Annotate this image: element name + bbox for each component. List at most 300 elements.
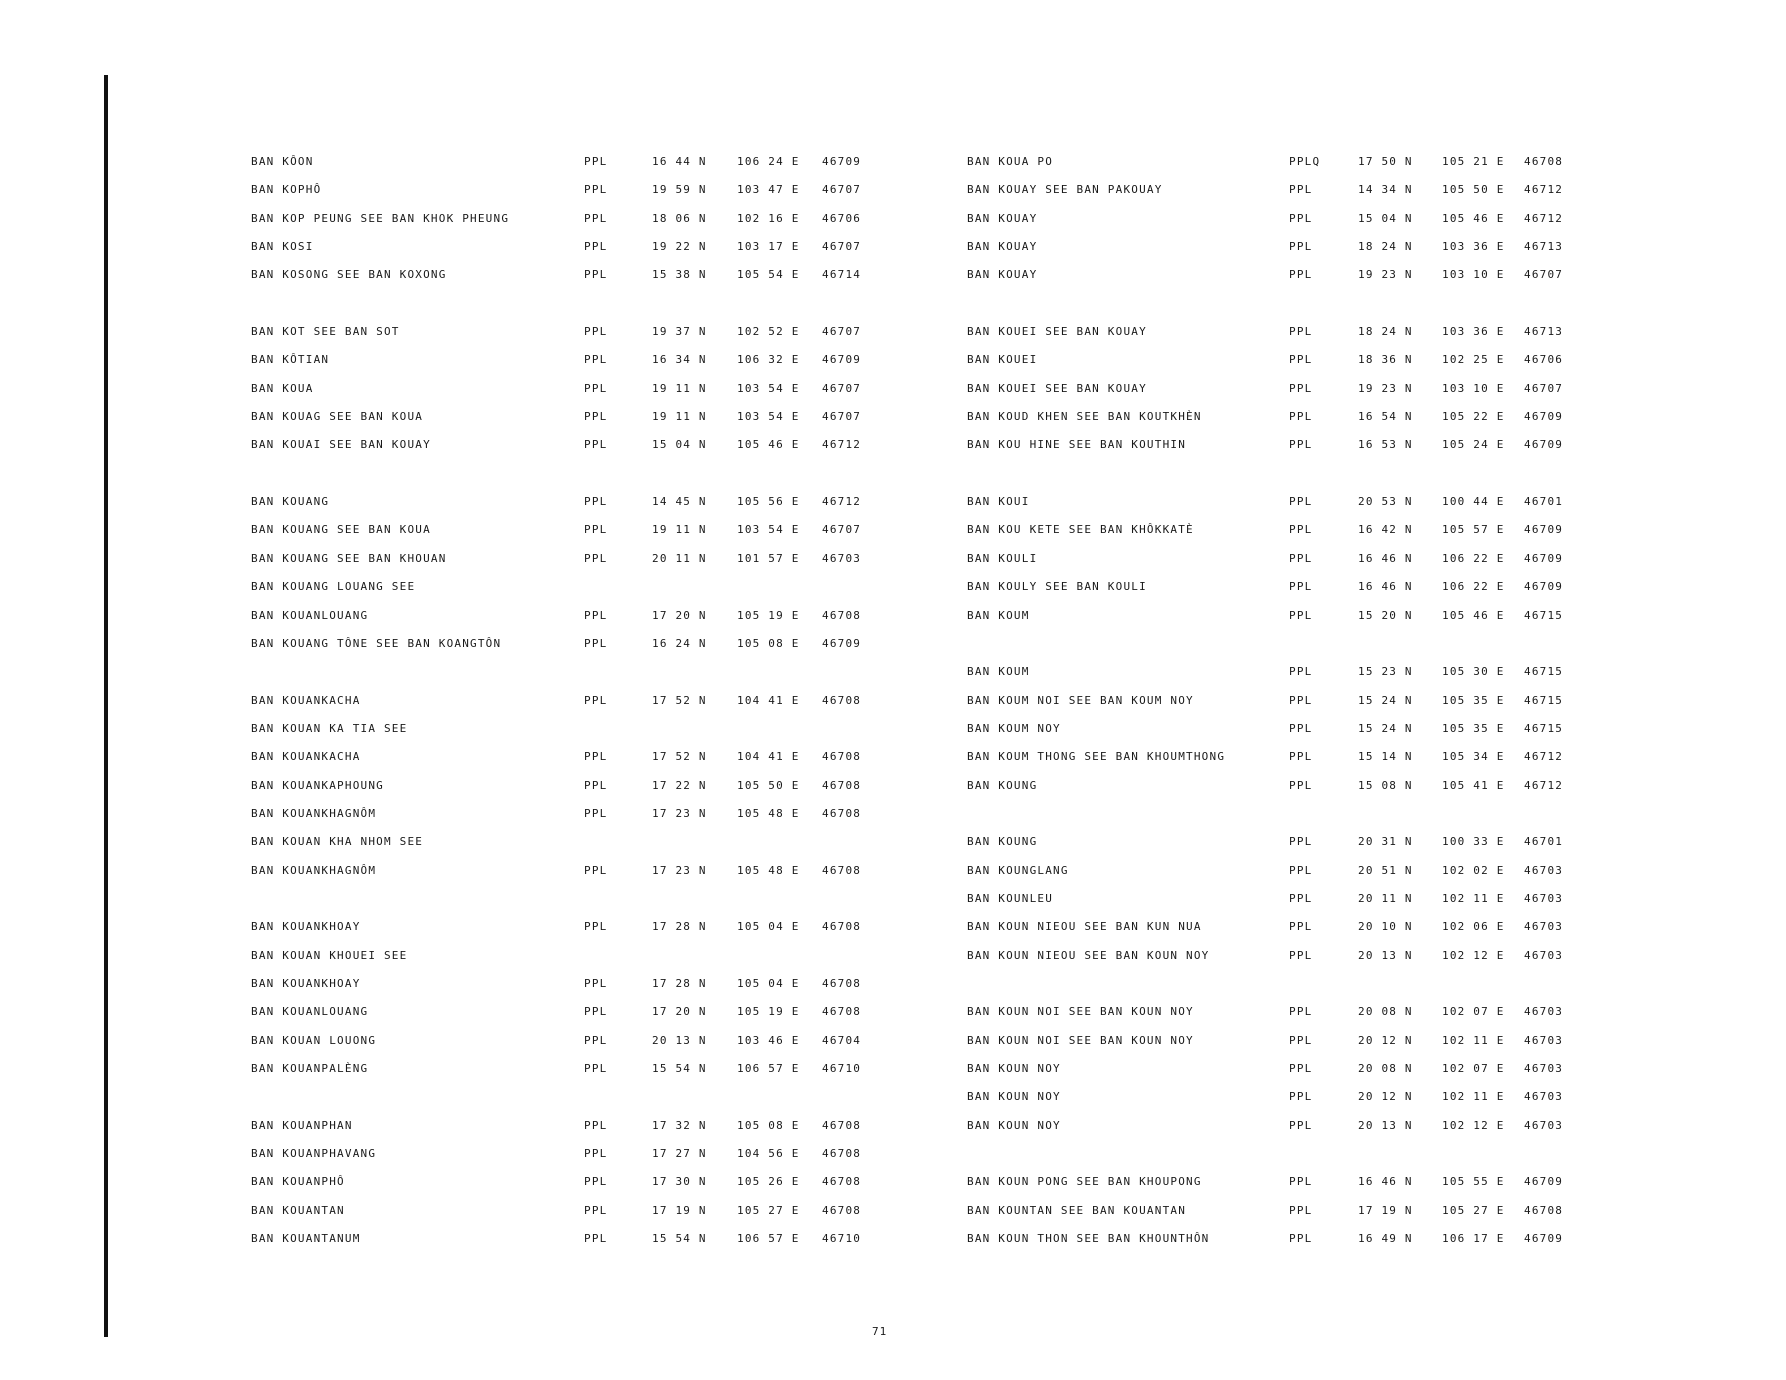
entry-longitude: 102 02 E — [1442, 863, 1505, 877]
entry-latitude: 15 04 N — [652, 438, 707, 452]
entry-name: BAN KOUAY — [967, 268, 1038, 282]
entry-type: PPL — [1289, 1090, 1313, 1104]
entry-sheet: 46701 — [1524, 495, 1564, 509]
entry-type: PPL — [1289, 721, 1313, 735]
entry-longitude: 105 19 E — [737, 1005, 800, 1019]
entry-longitude: 102 07 E — [1442, 1005, 1505, 1019]
entry-name: BAN KOUANLOUANG — [251, 608, 369, 622]
entry-longitude: 105 34 E — [1442, 750, 1505, 764]
entry-name: BAN KOUANKACHA — [251, 693, 361, 707]
entry-latitude: 18 36 N — [1358, 353, 1413, 367]
entry-name: BAN KÔTIAN — [251, 353, 330, 367]
entry-latitude: 15 54 N — [652, 1232, 707, 1246]
entry-name: BAN KOUANLOUANG — [251, 1005, 369, 1019]
entry-latitude: 20 31 N — [1358, 835, 1413, 849]
entry-type: PPL — [1289, 438, 1313, 452]
entry-latitude: 20 11 N — [652, 551, 707, 565]
entry-sheet: 46708 — [1524, 1203, 1564, 1217]
entry-sheet: 46703 — [1524, 1062, 1564, 1075]
entry-type: PPL — [584, 806, 608, 820]
entry-type: PPL — [584, 1147, 608, 1161]
entry-name: BAN KOUANG — [251, 495, 330, 509]
entry-type: PPL — [1289, 183, 1313, 197]
entry-latitude: 17 32 N — [652, 1118, 707, 1132]
entry-sheet: 46708 — [822, 750, 862, 764]
entry-type: PPL — [1289, 1033, 1313, 1047]
entry-longitude: 103 47 E — [737, 183, 800, 197]
entry-sheet: 46707 — [1524, 268, 1564, 282]
entry-latitude: 16 46 N — [1358, 1175, 1413, 1189]
entry-longitude: 102 52 E — [737, 325, 800, 339]
entry-type: PPL — [1289, 693, 1313, 707]
entry-longitude: 105 56 E — [737, 495, 800, 509]
entry-name: BAN KOUANG SEE BAN KHOUAN — [251, 551, 447, 565]
entry-name: BAN KOUN PONG SEE BAN KHOUPONG — [967, 1175, 1202, 1189]
entry-sheet: 46709 — [1524, 551, 1564, 565]
entry-latitude: 20 13 N — [652, 1033, 707, 1047]
entry-longitude: 105 50 E — [737, 778, 800, 792]
entry-type: PPL — [584, 976, 608, 990]
entry-latitude: 15 08 N — [1358, 778, 1413, 792]
entry-latitude: 20 12 N — [1358, 1090, 1413, 1104]
entry-name: BAN KOUAN KHOUEI SEE — [251, 948, 408, 962]
entry-type: PPL — [584, 410, 608, 424]
entry-name: BAN KOUAY SEE BAN PAKOUAY — [967, 183, 1163, 197]
entry-name: BAN KOUN NOI SEE BAN KOUN NOY — [967, 1033, 1194, 1047]
entry-name: BAN KOUM NOI SEE BAN KOUM NOY — [967, 693, 1194, 707]
entry-sheet: 46708 — [822, 806, 862, 820]
entry-type: PPL — [584, 495, 608, 509]
entry-sheet: 46709 — [1524, 1175, 1564, 1189]
entry-type: PPL — [584, 1175, 608, 1189]
entry-sheet: 46708 — [822, 1118, 862, 1132]
entry-type: PPL — [1289, 551, 1313, 565]
entry-name: BAN KOUNG — [967, 778, 1038, 792]
entry-type: PPL — [1289, 353, 1313, 367]
entry-sheet: 46709 — [1524, 523, 1564, 537]
entry-type: PPL — [584, 1232, 608, 1246]
entry-name: BAN KOUA — [251, 381, 314, 395]
entry-sheet: 46703 — [1524, 891, 1564, 905]
entry-longitude: 102 25 E — [1442, 353, 1505, 367]
entry-sheet: 46708 — [822, 608, 862, 622]
page-number: 71 — [872, 1325, 888, 1338]
entry-longitude: 101 57 E — [737, 551, 800, 565]
entry-sheet: 46709 — [1524, 438, 1564, 452]
entry-latitude: 17 20 N — [652, 1005, 707, 1019]
entry-name: BAN KOT SEE BAN SOT — [251, 325, 400, 339]
entry-type: PPL — [584, 750, 608, 764]
entry-type: PPL — [584, 523, 608, 537]
entry-type: PPL — [1289, 1232, 1313, 1246]
entry-name: BAN KOUANG TÔNE SEE BAN KOANGTÔN — [251, 636, 502, 650]
entry-sheet: 46707 — [822, 325, 862, 339]
entry-name: BAN KOUNG — [967, 835, 1038, 849]
entry-latitude: 20 08 N — [1358, 1005, 1413, 1019]
entry-longitude: 103 46 E — [737, 1033, 800, 1047]
entry-name: BAN KOUANG LOUANG SEE — [251, 580, 416, 594]
entry-type: PPL — [584, 693, 608, 707]
entry-type: PPL — [1289, 608, 1313, 622]
entry-type: PPLQ — [1289, 155, 1321, 168]
entry-sheet: 46709 — [822, 353, 862, 367]
entry-longitude: 105 57 E — [1442, 523, 1505, 537]
entry-name: BAN KOUAN KHA NHOM SEE — [251, 835, 424, 849]
entry-type: PPL — [1289, 580, 1313, 594]
entry-longitude: 105 21 E — [1442, 155, 1505, 168]
entry-longitude: 102 16 E — [737, 211, 800, 225]
entry-name: BAN KOUN NOY — [967, 1062, 1061, 1075]
entry-name: BAN KOUNLEU — [967, 891, 1054, 905]
entry-longitude: 106 32 E — [737, 353, 800, 367]
entry-type: PPL — [584, 1005, 608, 1019]
entry-type: PPL — [584, 1033, 608, 1047]
entry-longitude: 106 57 E — [737, 1232, 800, 1246]
entry-type: PPL — [1289, 750, 1313, 764]
entry-name: BAN KOUM — [967, 608, 1030, 622]
entry-sheet: 46714 — [822, 268, 862, 282]
entry-name: BAN KOUN NOY — [967, 1090, 1061, 1104]
entry-longitude: 106 22 E — [1442, 580, 1505, 594]
entry-longitude: 105 41 E — [1442, 778, 1505, 792]
entry-longitude: 105 50 E — [1442, 183, 1505, 197]
entry-name: BAN KOUN NIEOU SEE BAN KOUN NOY — [967, 948, 1210, 962]
entry-sheet: 46713 — [1524, 325, 1564, 339]
entry-latitude: 14 34 N — [1358, 183, 1413, 197]
entry-latitude: 16 49 N — [1358, 1232, 1413, 1246]
entry-latitude: 19 37 N — [652, 325, 707, 339]
entry-sheet: 46707 — [822, 523, 862, 537]
entry-latitude: 17 19 N — [1358, 1203, 1413, 1217]
entry-sheet: 46704 — [822, 1033, 862, 1047]
entry-type: PPL — [584, 1203, 608, 1217]
entry-latitude: 15 38 N — [652, 268, 707, 282]
entry-sheet: 46712 — [1524, 750, 1564, 764]
entry-sheet: 46712 — [1524, 211, 1564, 225]
entry-latitude: 18 06 N — [652, 211, 707, 225]
entry-latitude: 15 04 N — [1358, 211, 1413, 225]
entry-sheet: 46707 — [822, 240, 862, 254]
entry-name: BAN KOUANKHAGNÔM — [251, 806, 377, 820]
entry-longitude: 100 33 E — [1442, 835, 1505, 849]
entry-type: PPL — [584, 920, 608, 934]
entry-latitude: 16 34 N — [652, 353, 707, 367]
entry-type: PPL — [1289, 268, 1313, 282]
entry-sheet: 46709 — [822, 636, 862, 650]
entry-name: BAN KOUANPALÈNG — [251, 1062, 369, 1075]
entry-longitude: 105 35 E — [1442, 721, 1505, 735]
entry-longitude: 105 08 E — [737, 636, 800, 650]
entry-longitude: 105 35 E — [1442, 693, 1505, 707]
entry-type: PPL — [1289, 1175, 1313, 1189]
entry-name: BAN KOUAY — [967, 211, 1038, 225]
entry-type: PPL — [1289, 835, 1313, 849]
entry-name: BAN KOUAI SEE BAN KOUAY — [251, 438, 431, 452]
entry-latitude: 16 24 N — [652, 636, 707, 650]
entry-sheet: 46703 — [822, 551, 862, 565]
entry-name: BAN KOPHÔ — [251, 183, 322, 197]
entry-name: BAN KOUD KHEN SEE BAN KOUTKHÈN — [967, 410, 1202, 424]
entry-longitude: 106 22 E — [1442, 551, 1505, 565]
entry-longitude: 103 10 E — [1442, 381, 1505, 395]
entry-longitude: 105 26 E — [737, 1175, 800, 1189]
entry-name: BAN KOU HINE SEE BAN KOUTHIN — [967, 438, 1187, 452]
entry-type: PPL — [584, 381, 608, 395]
entry-type: PPL — [1289, 778, 1313, 792]
entry-latitude: 20 11 N — [1358, 891, 1413, 905]
entry-type: PPL — [1289, 523, 1313, 537]
entry-sheet: 46708 — [822, 1005, 862, 1019]
entry-sheet: 46708 — [822, 1175, 862, 1189]
entry-latitude: 15 23 N — [1358, 665, 1413, 679]
entry-latitude: 15 24 N — [1358, 693, 1413, 707]
entry-name: BAN KOUI — [967, 495, 1030, 509]
entry-latitude: 16 46 N — [1358, 551, 1413, 565]
entry-sheet: 46707 — [822, 410, 862, 424]
entry-name: BAN KOULY SEE BAN KOULI — [967, 580, 1147, 594]
entry-type: PPL — [584, 863, 608, 877]
entry-name: BAN KOUA PO — [967, 155, 1054, 168]
entry-type: PPL — [584, 636, 608, 650]
entry-name: BAN KOUANTAN — [251, 1203, 345, 1217]
entry-name: BAN KOUN NOI SEE BAN KOUN NOY — [967, 1005, 1194, 1019]
binding-edge-line — [104, 75, 108, 1337]
entry-sheet: 46707 — [822, 381, 862, 395]
entry-sheet: 46712 — [822, 438, 862, 452]
entry-type: PPL — [584, 183, 608, 197]
entry-sheet: 46706 — [1524, 353, 1564, 367]
entry-longitude: 105 19 E — [737, 608, 800, 622]
entry-longitude: 103 54 E — [737, 523, 800, 537]
entry-longitude: 105 04 E — [737, 976, 800, 990]
entry-sheet: 46703 — [1524, 1033, 1564, 1047]
entry-longitude: 103 36 E — [1442, 240, 1505, 254]
entry-longitude: 102 11 E — [1442, 1033, 1505, 1047]
entry-sheet: 46707 — [1524, 381, 1564, 395]
entry-name: BAN KOUANPHAN — [251, 1118, 353, 1132]
entry-type: PPL — [1289, 211, 1313, 225]
entry-sheet: 46703 — [1524, 1090, 1564, 1104]
entry-longitude: 106 57 E — [737, 1062, 800, 1075]
entry-latitude: 17 30 N — [652, 1175, 707, 1189]
entry-latitude: 15 14 N — [1358, 750, 1413, 764]
entry-longitude: 105 46 E — [1442, 608, 1505, 622]
entry-name: BAN KOUEI — [967, 353, 1038, 367]
entry-latitude: 17 23 N — [652, 863, 707, 877]
entry-type: PPL — [1289, 240, 1313, 254]
entry-latitude: 17 27 N — [652, 1147, 707, 1161]
entry-name: BAN KOUANG SEE BAN KOUA — [251, 523, 431, 537]
entry-latitude: 19 11 N — [652, 523, 707, 537]
entry-latitude: 19 22 N — [652, 240, 707, 254]
entry-longitude: 103 54 E — [737, 381, 800, 395]
entry-type: PPL — [584, 325, 608, 339]
entry-latitude: 19 11 N — [652, 381, 707, 395]
entry-type: PPL — [1289, 1118, 1313, 1132]
entry-sheet: 46709 — [822, 155, 862, 168]
entry-sheet: 46708 — [822, 693, 862, 707]
entry-latitude: 16 46 N — [1358, 580, 1413, 594]
entry-latitude: 17 28 N — [652, 976, 707, 990]
entry-name: BAN KOUAN LOUONG — [251, 1033, 377, 1047]
entry-latitude: 15 24 N — [1358, 721, 1413, 735]
entry-longitude: 103 17 E — [737, 240, 800, 254]
entry-latitude: 16 53 N — [1358, 438, 1413, 452]
entry-latitude: 18 24 N — [1358, 325, 1413, 339]
entry-longitude: 103 10 E — [1442, 268, 1505, 282]
entry-latitude: 19 23 N — [1358, 381, 1413, 395]
entry-type: PPL — [584, 155, 608, 168]
entry-longitude: 105 08 E — [737, 1118, 800, 1132]
entry-latitude: 20 13 N — [1358, 1118, 1413, 1132]
entry-sheet: 46706 — [822, 211, 862, 225]
entry-sheet: 46709 — [1524, 1232, 1564, 1246]
entry-name: BAN KOUANKHOAY — [251, 976, 361, 990]
entry-latitude: 15 54 N — [652, 1062, 707, 1075]
entry-name: BAN KOUANTANUM — [251, 1232, 361, 1246]
entry-name: BAN KOSI — [251, 240, 314, 254]
entry-name: BAN KOUNTAN SEE BAN KOUANTAN — [967, 1203, 1187, 1217]
entry-latitude: 20 10 N — [1358, 920, 1413, 934]
entry-name: BAN KOUANPHÔ — [251, 1175, 345, 1189]
entry-latitude: 20 08 N — [1358, 1062, 1413, 1075]
entry-longitude: 103 36 E — [1442, 325, 1505, 339]
entry-name: BAN KOUAN KA TIA SEE — [251, 721, 408, 735]
entry-type: PPL — [1289, 891, 1313, 905]
entry-longitude: 102 11 E — [1442, 1090, 1505, 1104]
entry-sheet: 46708 — [822, 863, 862, 877]
entry-latitude: 19 11 N — [652, 410, 707, 424]
entry-sheet: 46708 — [822, 1147, 862, 1161]
entry-type: PPL — [584, 211, 608, 225]
entry-name: BAN KÔON — [251, 155, 314, 168]
entry-type: PPL — [1289, 863, 1313, 877]
entry-type: PPL — [584, 1062, 608, 1075]
entry-name: BAN KOUANKACHA — [251, 750, 361, 764]
entry-longitude: 103 54 E — [737, 410, 800, 424]
entry-longitude: 105 27 E — [737, 1203, 800, 1217]
entry-sheet: 46715 — [1524, 608, 1564, 622]
entry-name: BAN KOUN THON SEE BAN KHOUNTHÔN — [967, 1232, 1210, 1246]
entry-latitude: 19 23 N — [1358, 268, 1413, 282]
entry-name: BAN KOUM THONG SEE BAN KHOUMTHONG — [967, 750, 1226, 764]
entry-sheet: 46715 — [1524, 721, 1564, 735]
entry-longitude: 105 46 E — [1442, 211, 1505, 225]
entry-sheet: 46712 — [1524, 778, 1564, 792]
entry-latitude: 15 20 N — [1358, 608, 1413, 622]
entry-sheet: 46703 — [1524, 1118, 1564, 1132]
entry-sheet: 46713 — [1524, 240, 1564, 254]
entry-sheet: 46712 — [822, 495, 862, 509]
entry-sheet: 46703 — [1524, 920, 1564, 934]
entry-type: PPL — [1289, 665, 1313, 679]
entry-type: PPL — [584, 240, 608, 254]
entry-latitude: 19 59 N — [652, 183, 707, 197]
entry-longitude: 105 46 E — [737, 438, 800, 452]
entry-type: PPL — [1289, 1203, 1313, 1217]
entry-sheet: 46712 — [1524, 183, 1564, 197]
entry-name: BAN KOSONG SEE BAN KOXONG — [251, 268, 447, 282]
entry-sheet: 46715 — [1524, 665, 1564, 679]
entry-sheet: 46710 — [822, 1062, 862, 1075]
entry-longitude: 105 24 E — [1442, 438, 1505, 452]
entry-type: PPL — [584, 608, 608, 622]
entry-name: BAN KOUN NOY — [967, 1118, 1061, 1132]
entry-latitude: 17 52 N — [652, 693, 707, 707]
entry-name: BAN KOP PEUNG SEE BAN KHOK PHEUNG — [251, 211, 510, 225]
entry-longitude: 102 07 E — [1442, 1062, 1505, 1075]
entry-longitude: 105 48 E — [737, 863, 800, 877]
entry-latitude: 16 54 N — [1358, 410, 1413, 424]
entry-type: PPL — [584, 551, 608, 565]
entry-latitude: 18 24 N — [1358, 240, 1413, 254]
entry-sheet: 46707 — [822, 183, 862, 197]
entry-longitude: 105 04 E — [737, 920, 800, 934]
entry-latitude: 20 51 N — [1358, 863, 1413, 877]
entry-longitude: 106 17 E — [1442, 1232, 1505, 1246]
entry-sheet: 46703 — [1524, 1005, 1564, 1019]
entry-sheet: 46708 — [1524, 155, 1564, 168]
entry-latitude: 20 53 N — [1358, 495, 1413, 509]
entry-type: PPL — [584, 778, 608, 792]
entry-longitude: 102 11 E — [1442, 891, 1505, 905]
entry-sheet: 46710 — [822, 1232, 862, 1246]
entry-sheet: 46715 — [1524, 693, 1564, 707]
entry-type: PPL — [584, 353, 608, 367]
entry-latitude: 17 50 N — [1358, 155, 1413, 168]
entry-type: PPL — [584, 438, 608, 452]
entry-type: PPL — [1289, 381, 1313, 395]
entry-type: PPL — [1289, 1005, 1313, 1019]
entry-longitude: 102 06 E — [1442, 920, 1505, 934]
entry-latitude: 17 52 N — [652, 750, 707, 764]
entry-latitude: 20 13 N — [1358, 948, 1413, 962]
entry-type: PPL — [584, 268, 608, 282]
entry-sheet: 46709 — [1524, 580, 1564, 594]
entry-type: PPL — [1289, 325, 1313, 339]
entry-latitude: 17 20 N — [652, 608, 707, 622]
entry-sheet: 46708 — [822, 778, 862, 792]
entry-longitude: 105 48 E — [737, 806, 800, 820]
entry-type: PPL — [1289, 948, 1313, 962]
entry-name: BAN KOUANKAPHOUNG — [251, 778, 384, 792]
entry-latitude: 17 23 N — [652, 806, 707, 820]
entry-longitude: 102 12 E — [1442, 1118, 1505, 1132]
entry-longitude: 105 54 E — [737, 268, 800, 282]
entry-name: BAN KOUAY — [967, 240, 1038, 254]
entry-longitude: 106 24 E — [737, 155, 800, 168]
entry-name: BAN KOUAG SEE BAN KOUA — [251, 410, 424, 424]
entry-type: PPL — [584, 1118, 608, 1132]
entry-sheet: 46703 — [1524, 948, 1564, 962]
entry-name: BAN KOUNGLANG — [967, 863, 1069, 877]
entry-latitude: 17 22 N — [652, 778, 707, 792]
entry-latitude: 14 45 N — [652, 495, 707, 509]
entry-longitude: 104 41 E — [737, 750, 800, 764]
entry-sheet: 46708 — [822, 920, 862, 934]
entry-longitude: 105 27 E — [1442, 1203, 1505, 1217]
entry-latitude: 16 44 N — [652, 155, 707, 168]
entry-name: BAN KOUM — [967, 665, 1030, 679]
entry-latitude: 20 12 N — [1358, 1033, 1413, 1047]
entry-longitude: 102 12 E — [1442, 948, 1505, 962]
entry-name: BAN KOUANPHAVANG — [251, 1147, 377, 1161]
entry-name: BAN KOUM NOY — [967, 721, 1061, 735]
entry-longitude: 105 55 E — [1442, 1175, 1505, 1189]
entry-name: BAN KOUEI SEE BAN KOUAY — [967, 325, 1147, 339]
entry-longitude: 104 56 E — [737, 1147, 800, 1161]
entry-type: PPL — [1289, 495, 1313, 509]
